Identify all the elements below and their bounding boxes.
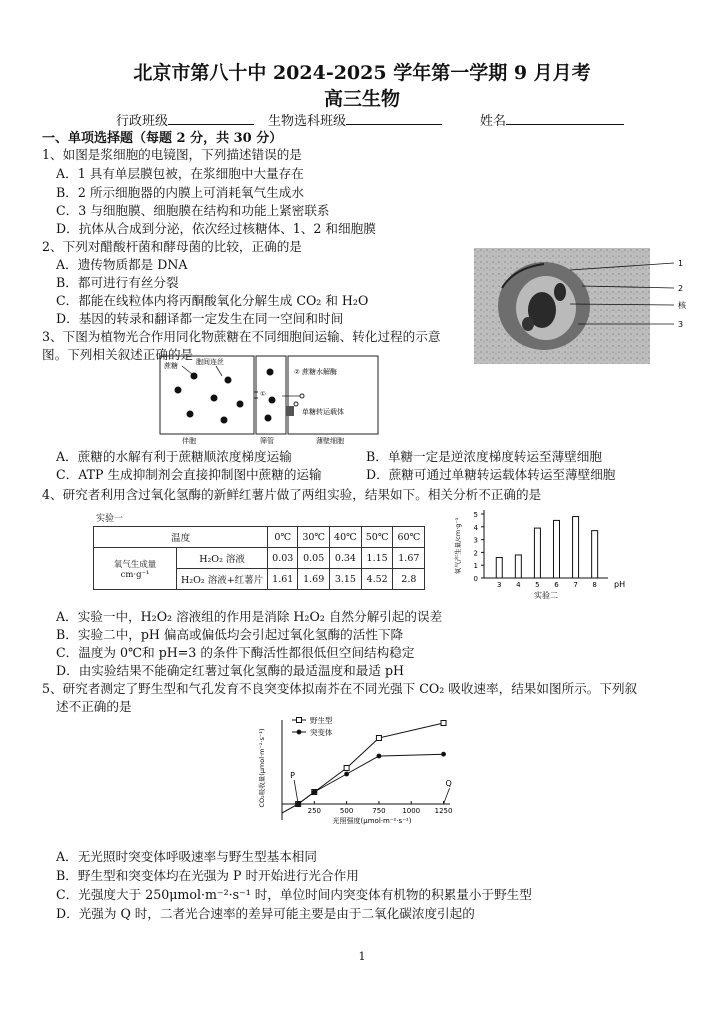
q2-option-d[interactable]: D．基因的转录和翻译都一定发生在同一空间和时间 [56,311,344,326]
label-n2: ② [294,368,300,376]
q3-stem-line2: 图。下列相关叙述正确的是 [42,347,194,362]
row-header: 氧气生成量 cm·g⁻¹ [94,548,177,590]
label-companion: 伴胞 [182,437,196,444]
transporter-protein [286,406,294,416]
exam-title: 北京市第八十中 2024-2025 学年第一学期 9 月月考 [133,62,591,84]
chromatin [522,317,534,331]
temp-cell: 0℃ [268,527,298,548]
series-line [282,723,444,813]
label-sucrose: 蔗糖 [164,362,178,370]
bar [573,517,579,578]
data-point [344,772,349,777]
q1-option-a[interactable]: A．1 具有单层膜包被，在浆细胞中大量存在 [56,166,304,181]
q5-stem-line2: 述不正确的是 [56,699,132,714]
label-1: 1 [678,259,684,268]
q3-stem-line1: 3、下图为植物光合作用同化物蔗糖在不同细胞间运输、转化过程的示意 [42,329,441,344]
data-point [441,752,446,757]
class-blank[interactable] [168,112,254,125]
bar [515,555,521,578]
x-tick-label: 8 [592,581,597,589]
bar [553,520,559,578]
legend-marker [297,730,302,735]
q5-option-d[interactable]: D．光强为 Q 时，二者光合速率的差异可能主要是由于二氧化碳浓度引起的 [56,906,475,921]
data-point [377,754,382,759]
name-label: 姓名 [480,114,507,129]
legend-marker [297,718,302,723]
x-tick-label: 250 [307,807,321,815]
temp-cell: 30℃ [298,527,330,548]
q5-option-c[interactable]: C．光强度大于 250μmol·m⁻²·s⁻¹ 时，单位时间内突变体有机物的积累量小于野生型 [56,887,532,902]
sucrose-dot [175,387,182,394]
annotation-p: P [290,771,295,780]
x-axis-label: pH [614,580,626,589]
data-cell: 3.15 [330,569,362,590]
exp1-header-row [94,527,425,548]
exp1-label: 实验一 [96,514,124,524]
data-cell: 0.34 [330,548,362,569]
elective-field [268,110,442,129]
data-cell: 1.61 [268,569,298,590]
q2-option-c[interactable]: C．都能在线粒体内将丙酮酸氧化分解生成 CO₂ 和 H₂O [56,293,369,308]
data-point [344,766,349,771]
row-name: H₂O₂ 溶液+红薯片 [177,569,268,590]
bar [496,558,502,578]
x-tick-label: 5 [535,581,540,589]
class-label: 行政班级 [116,114,169,129]
label-2: 2 [678,284,684,293]
chart-title: 实验二 [534,591,558,600]
q1-option-b[interactable]: B．2 所示细胞器的内膜上可消耗氧气生成水 [56,185,304,200]
q4-stem: 4、研究者利用含过氧化氢酶的新鲜红薯片做了两组实验，结果如下。相关分析不正确的是 [42,487,542,502]
co2-uptake-line-chart [254,712,460,838]
elective-blank[interactable] [346,112,442,125]
sucrose-dot [265,415,272,422]
chromatin [554,283,566,301]
q1-stem: 1、如图是浆细胞的电镜图，下列描述错误的是 [42,147,302,162]
q3-option-c[interactable]: C．ATP 生成抑制剂会直接抑制图中蔗糖的运输 [56,467,322,482]
sucrose-dot [191,373,198,380]
x-tick-label: 1250 [434,807,453,815]
q5-option-a[interactable]: A．无光照时突变体呼吸速率与野生型基本相同 [56,849,317,864]
y-tick-label: 4 [473,523,478,532]
exp1-row [94,548,425,569]
annotation-q: Q [445,779,452,788]
q3-transport-diagram [156,352,382,444]
q5-option-b[interactable]: B．野生型和突变体均在光强为 P 时开始进行光合作用 [56,868,359,883]
temp-cell: 40℃ [330,527,362,548]
temp-cell: 60℃ [393,527,425,548]
temp-header: 温度 [94,527,268,548]
x-tick-label: 500 [339,807,354,815]
q4-option-c[interactable]: C．温度为 0℃和 pH=3 的条件下酶活性都很低但空间结构稳定 [56,645,415,660]
y-tick-label: 5 [473,511,478,519]
x-axis-label: 光照强度(μmol·m⁻²·s⁻¹) [332,817,412,825]
q2-stem: 2、下列对醋酸杆菌和酵母菌的比较，正确的是 [42,239,302,254]
name-blank[interactable] [506,112,624,125]
sucrose-dot [237,401,244,408]
legend-label: 野生型 [310,716,333,725]
y-axis-label: 氧气产生量/cm·g⁻¹ [454,517,462,575]
bar [534,528,540,578]
data-point [376,736,381,741]
q4-option-a[interactable]: A．实验一中，H₂O₂ 溶液组的作用是消除 H₂O₂ 自然分解引起的误差 [56,609,443,624]
data-cell: 1.15 [361,548,393,569]
temp-cell: 50℃ [361,527,393,548]
sucrose-dot [187,411,194,418]
sucrose-dot [269,397,276,404]
q1-option-d[interactable]: D．抗体从合成到分泌，依次经过核糖体、1、2 和细胞膜 [56,221,376,236]
name-field [480,110,624,129]
label-parenchyma: 薄壁细胞 [316,437,344,444]
y-tick-label: 1 [473,562,478,571]
q4-option-b[interactable]: B．实验二中，pH 偏高或偏低均会引起过氧化氢酶的活性下降 [56,627,404,642]
q4-option-d[interactable]: D．由实验结果不能确定红薯过氧化氢酶的最适温度和最适 pH [56,663,404,678]
q3-option-d[interactable]: D．蔗糖可通过单糖转运载体转运至薄壁细胞 [366,467,616,482]
pointer-plasmodesma [216,366,222,376]
x-tick-label: 6 [554,581,559,589]
page-number: 1 [358,950,366,963]
x-tick-label: 1000 [402,807,421,815]
q3-option-a[interactable]: A．蔗糖的水解有利于蔗糖顺浓度梯度运输 [56,449,292,464]
label-transporter: 单糖转运载体 [302,408,344,416]
x-tick-label: 7 [573,581,578,589]
label-plasmodesma: 胞间连丝 [196,358,224,366]
exp1-table [93,526,425,590]
exam-subtitle: 高三生物 [323,88,400,110]
monosaccharide [300,394,304,398]
q5-stem-line1: 5、研究者测定了野生型和气孔发育不良突变体拟南芥在不同光强下 CO₂ 吸收速率，结果如图所示。下列叙 [42,681,638,696]
sucrose-dot [267,369,274,376]
section-heading: 一、单项选择题（每题 2 分，共 30 分） [42,131,283,146]
bar [592,531,598,578]
data-cell: 4.52 [361,569,393,590]
x-tick-label: 4 [516,581,521,589]
q2-option-a[interactable]: A．遗传物质都是 DNA [56,257,188,272]
data-cell: 2.8 [393,569,425,590]
data-cell: 1.69 [298,569,330,590]
q1-micrograph [474,248,696,364]
data-cell: 0.03 [268,548,298,569]
q2-option-b[interactable]: B．都可进行有丝分裂 [56,275,179,290]
y-axis-label: CO₂吸收量(μmol·m⁻²·s⁻¹) [258,728,266,808]
legend-label: 突变体 [310,728,333,737]
q3-option-b[interactable]: B．单糖一定是逆浓度梯度转运至薄壁细胞 [366,449,602,464]
row-name: H₂O₂ 溶液 [177,548,268,569]
monosaccharide [294,402,298,406]
y-tick-label: 3 [473,536,478,545]
x-tick-label: 3 [497,581,502,589]
data-cell: 1.67 [393,548,425,569]
label-n1: ① [260,390,266,398]
label-3: 3 [678,320,684,329]
label-hydrolysis: 蔗糖水解酶 [302,368,337,376]
data-point [312,790,317,795]
sucrose-dot [221,417,228,424]
sucrose-dot [225,377,232,384]
x-tick-label: 750 [372,807,386,815]
data-cell: 0.05 [298,548,330,569]
annotation-q-pointer [444,788,450,804]
exp2-bar-chart [444,506,680,600]
sucrose-dot [211,395,218,402]
label-sieve: 筛管 [260,437,274,444]
elective-label: 生物选科班级 [268,114,347,129]
y-tick-label: 0 [473,575,478,583]
label-nucleus: 核 [678,301,686,310]
annotation-p-pointer [294,780,298,804]
data-point [441,721,446,726]
pointer-sucrose [182,366,192,374]
y-tick-label: 2 [473,549,478,558]
q1-option-c[interactable]: C．3 与细胞膜、细胞膜在结构和功能上紧密联系 [56,203,330,218]
